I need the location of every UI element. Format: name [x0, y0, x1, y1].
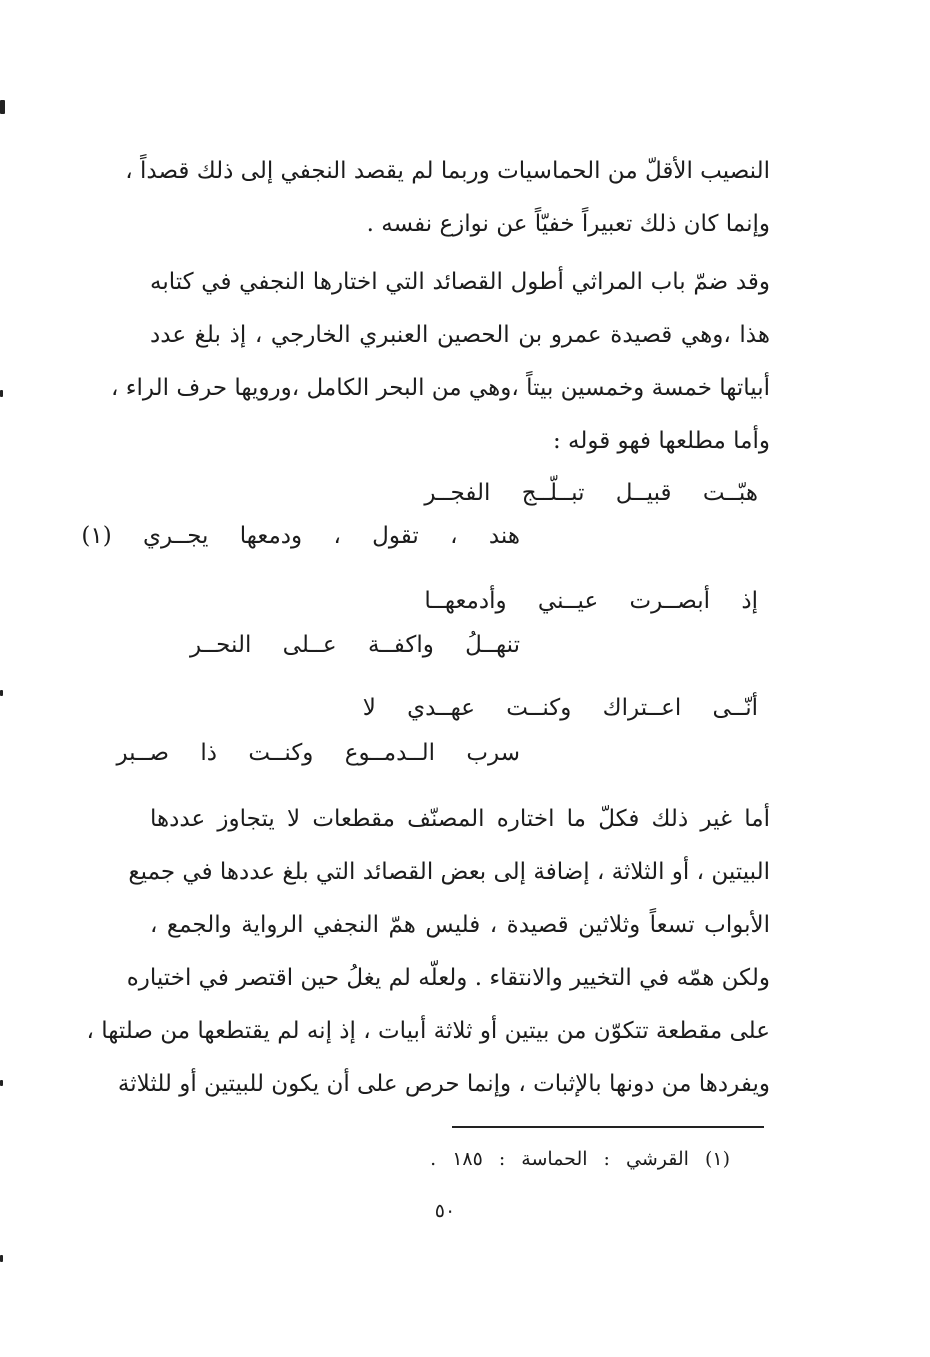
- text-line: أبياتها خمسة وخمسين بيتاً ،وهي من البحر الكامل ،ورويها حرف الراء ،: [110, 375, 770, 401]
- paragraph-2: [110, 256, 770, 468]
- paragraph-1: [125, 145, 770, 251]
- text-line: هذا ،وهي قصيدة عمرو بن الحصين العنبري الخارجي ، إذ بلغ عدد: [150, 322, 770, 348]
- scan-edge-mark: [0, 390, 3, 397]
- paragraph-3: [86, 793, 770, 1111]
- footnote-divider: [452, 1126, 764, 1128]
- text-line: أما غير ذلك فكلّ ما اختاره المصنّف مقطعات لا يتجاوز عددها: [150, 806, 770, 832]
- text-line: وإنما كان ذلك تعبيراً خفيّاً عن نوازع نفسه .: [366, 211, 770, 237]
- text-line: ويفردها من دونها بالإثبات ، وإنما حرص على أن يكون للبيتين أو للثلاثة: [117, 1071, 770, 1097]
- text-line: ولكن همّه في التخيير والانتقاء . ولعلّه لم يغلُ حين اقتصر في اختياره: [126, 965, 770, 991]
- scan-edge-mark: [0, 100, 5, 114]
- poem-verse-2-first-hemistich: إذ أبصــرت عيــني وأدمعهــا: [424, 588, 758, 614]
- scan-edge-mark: [0, 1255, 3, 1262]
- poem-verse-3-second-hemistich: سرب الــدمــوع وكنــت ذا صــبر: [116, 740, 520, 766]
- scan-edge-mark: [0, 1080, 3, 1086]
- poem-verse-1-first-hemistich: هبّــت قبيــل تبــلّــج الفجــر: [424, 480, 758, 506]
- text-line: وقد ضمّ باب المراثي أطول القصائد التي اختارها النجفي في كتابه: [150, 269, 770, 295]
- poem-verse-3-first-hemistich: أنّــى اعــتراك وكنــت عهــدي لا: [362, 695, 758, 721]
- page-number: ٥٠: [434, 1200, 456, 1222]
- text-line: على مقطعة تتكوّن من بيتين أو ثلاثة أبيات ، إذ إنه لم يقتطعها من صلتها ،: [86, 1018, 770, 1044]
- footnote: (١) القرشي : الحماسة : ١٨٥ .: [430, 1148, 730, 1170]
- scan-edge-mark: [0, 690, 3, 696]
- poem-verse-2-second-hemistich: تنهــلُ واكفــة عــلى النحــر: [190, 632, 520, 658]
- text-line: البيتين ، أو الثلاثة ، إضافة إلى بعض القصائد التي بلغ عددها في جميع: [128, 859, 770, 885]
- text-line: الأبواب تسعاً وثلاثين قصيدة ، فليس همّ النجفي الرواية والجمع ،: [150, 912, 770, 938]
- text-line: وأما مطلعها فهو قوله :: [552, 428, 770, 454]
- poem-verse-1-second-hemistich: هند ، تقول ، ودمعها يجــري (١): [81, 523, 520, 549]
- text-line: النصيب الأقلّ من الحماسيات وربما لم يقصد النجفي إلى ذلك قصداً ،: [125, 158, 770, 184]
